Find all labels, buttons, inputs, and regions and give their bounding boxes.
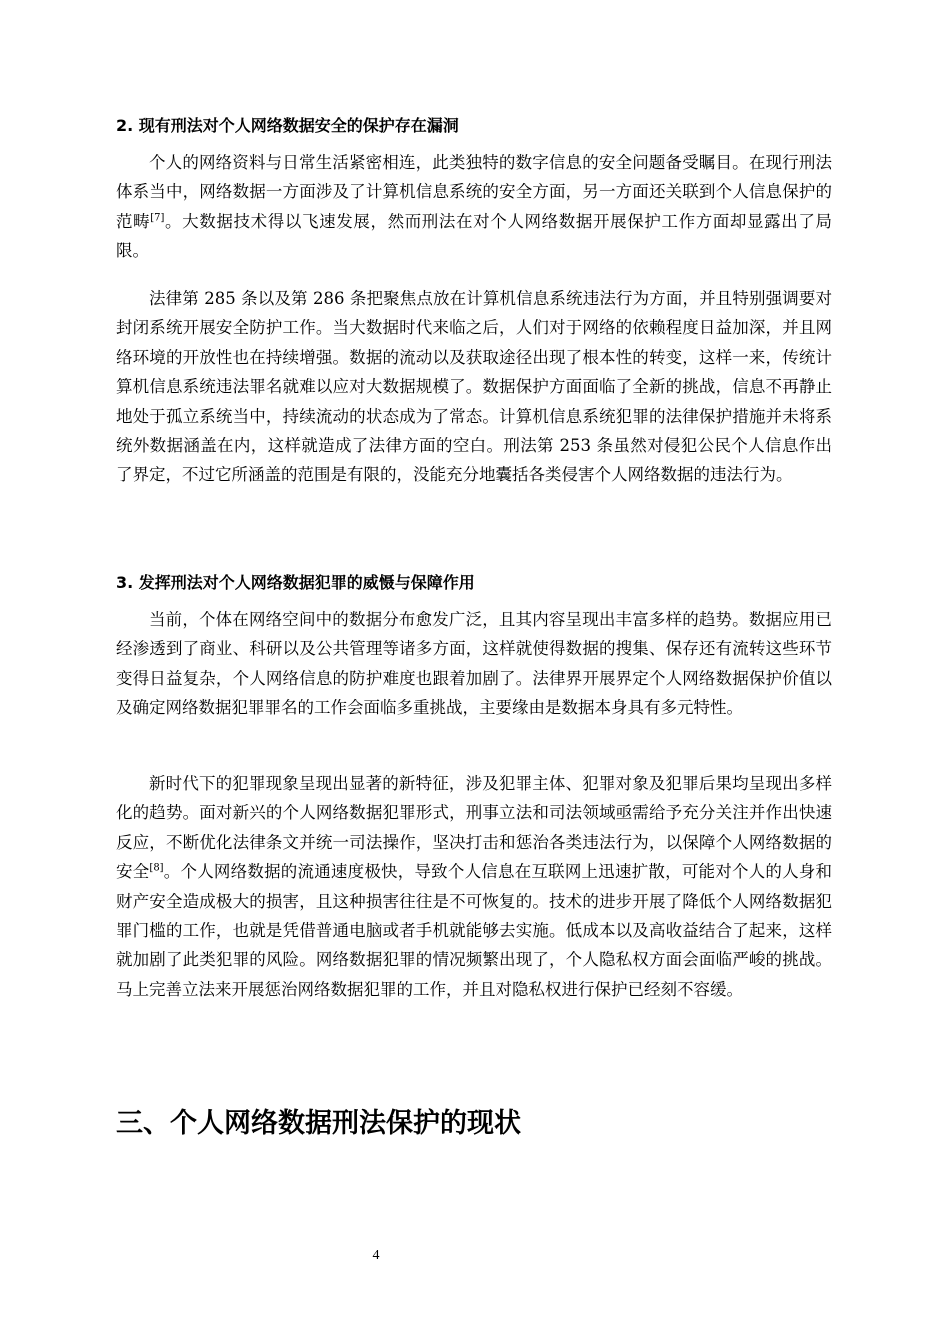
citation-ref-7: [7] bbox=[150, 212, 165, 224]
paragraph-text: 。个人网络数据的流通速度极快，导致个人信息在互联网上迅速扩散，可能对个人的人身和财产安全造成极大的损害，且这种损害往往是不可恢复的。技术的进步开展了降低个人网络数据犯罪门槛的工作，也就是凭借普通电脑或者手机就能够去实施。低成本以及高收益结合了起来，这样就加剧了此类犯罪的风险。网络数据犯罪的情况频繁出现了，个人隐私权方面会面临严峻的挑战。马上完善立法来开展惩治网络数据犯罪的工作，并且对隐私权进行保护已经刻不容缓。 bbox=[116, 862, 833, 999]
chapter-heading: 三、个人网络数据刑法保护的现状 bbox=[116, 1108, 521, 1139]
paragraph-text: 新时代下的犯罪现象呈现出显著的新特征，涉及犯罪主体、犯罪对象及犯罪后果均呈现出多样化的趋势。面对新兴的个人网络数据犯罪形式，刑事立法和司法领域亟需给予充分关注并作出快速反应，不断优化法律条文并统一司法操作，坚决打击和惩治各类违法行为，以保障个人网络数据的安全 bbox=[116, 774, 832, 882]
page-number: 4 bbox=[372, 1248, 380, 1263]
citation-ref-8: [8] bbox=[149, 862, 164, 874]
section-3-paragraph-1: 当前，个体在网络空间中的数据分布愈发广泛，且其内容呈现出丰富多样的趋势。数据应用已经渗透到了商业、科研以及公共管理等诸多方面，这样就使得数据的搜集、保存还有流转这些环节变得日益复杂，个人网络信息的防护难度也跟着加剧了。法律界开展界定个人网络数据保护价值以及确定网络数据犯罪罪名的工作会面临多重挑战，主要缘由是数据本身具有多元特性。 bbox=[116, 610, 832, 718]
section-3-paragraph-2 bbox=[116, 769, 832, 1004]
section-2-paragraph-1 bbox=[116, 148, 832, 266]
section-2-paragraph-2: 法律第 285 条以及第 286 条把聚焦点放在计算机信息系统违法行为方面，并且特别强调要对封闭系统开展安全防护工作。当大数据时代来临之后，人们对于网络的依赖程度日益加深，并且网络环境的开放性也在持续增强。数据的流动以及获取途径出现了根本性的转变，这样一来，传统计算机信息系统违法罪名就难以应对大数据规模了。数据保护方面面临了全新的挑战，信息不再静止地处于孤立系统当中，持续流动的状态成为了常态。计算机信息系统犯罪的法律保护措施并未将系统外数据涵盖在内，这样就造成了法律方面的空白。刑法第 253 条虽然对侵犯公民个人信息作出了界定，不过它所涵盖的范围是有限的，没能充分地囊括各类侵害个人网络数据的违法行为。 bbox=[116, 289, 832, 485]
paragraph-text: 。大数据技术得以飞速发展，然而刑法在对个人网络数据开展保护工作方面却显露出了局限。 bbox=[116, 211, 833, 261]
section-3-heading: 3. 发挥刑法对个人网络数据犯罪的威慑与保障作用 bbox=[116, 573, 475, 592]
paragraph-text: 个人的网络资料与日常生活紧密相连，此类独特的数字信息的安全问题备受瞩目。在现行刑法体系当中，网络数据一方面涉及了计算机信息系统的安全方面，另一方面还关联到个人信息保护的范畴 bbox=[116, 153, 832, 231]
section-2-heading: 2. 现有刑法对个人网络数据安全的保护存在漏洞 bbox=[116, 116, 459, 135]
